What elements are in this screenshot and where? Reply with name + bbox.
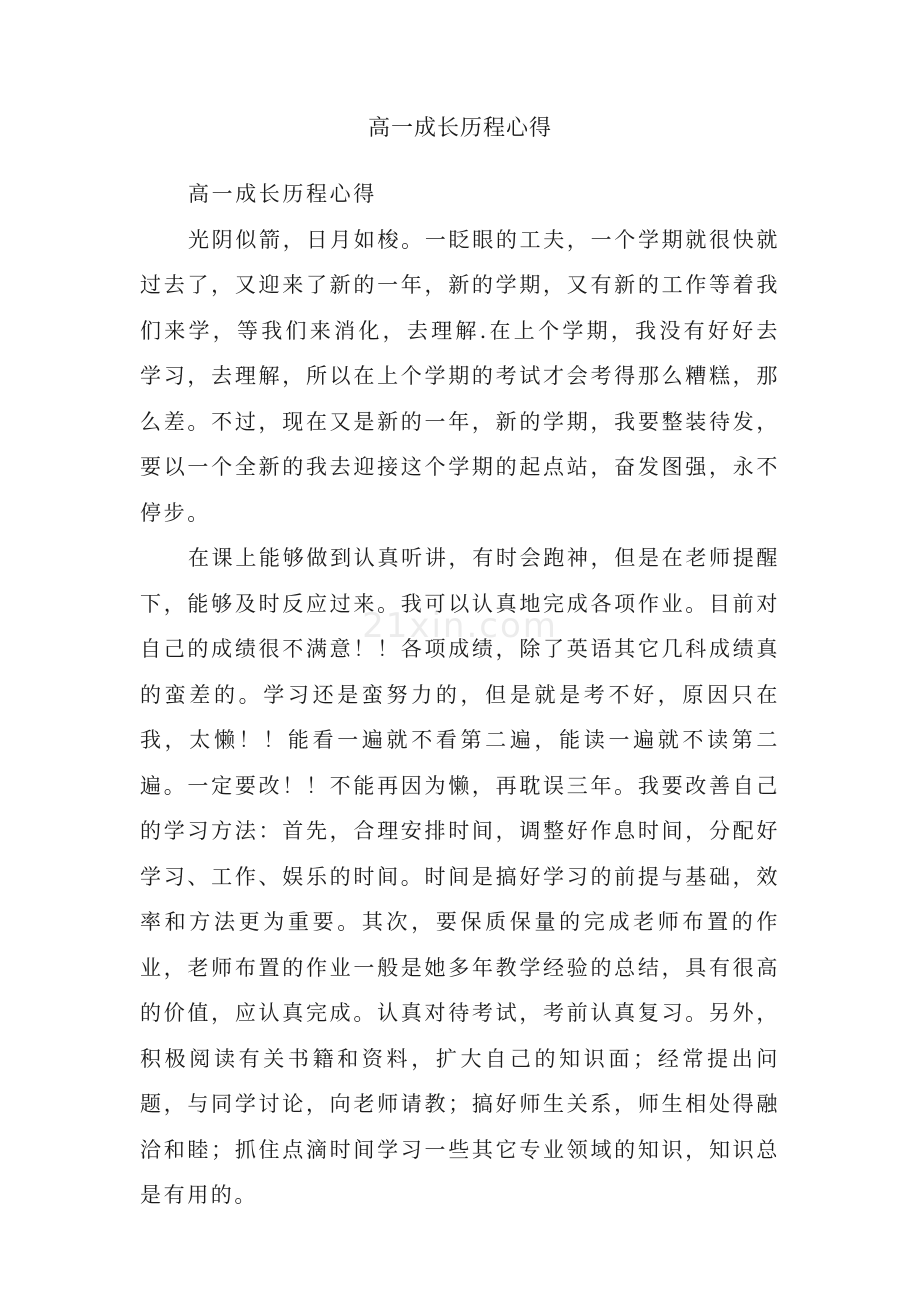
- paragraph-heading: 高一成长历程心得: [188, 182, 377, 206]
- paragraph-2: 在课上能够做到认真听讲，有时会跑神，但是在老师提醒下，能够及时反应过来。我可以认真地完成各项作业。目前对自己的成绩很不满意！！各项成绩，除了英语其它几科成绩真的蛮差的。学习还是蛮努力的，但是就是考不好，原因只在我，太懒！！能看一遍就不看第二遍，能读一遍就不读第二遍。一定要改！！不能再因为懒，再耽误三年。我要改善自己的学习方法：首先，合理安排时间，调整好作息时间，分配好学习、工作、娱乐的时间。时间是搞好学习的前提与基础，效率和方法更为重要。其次，要保质保量的完成老师布置的作业，老师布置的作业一般是她多年教学经验的总结，具有很高的价值，应认真完成。认真对待考试，考前认真复习。另外，积极阅读有关书籍和资料，扩大自己的知识面；经常提出问题，与同学讨论，向老师请教；搞好师生关系，师生相处得融洽和睦；抓住点滴时间学习一些其它专业领域的知识，知识总是有用的。: [140, 546, 780, 1207]
- document-body: [140, 172, 780, 1219]
- document-title: 高一成长历程心得: [367, 116, 552, 141]
- watermark: 21xin.com: [362, 606, 558, 646]
- paragraph-1: 光阴似箭，日月如梭。一眨眼的工夫，一个学期就很快就过去了，又迎来了新的一年，新的学期，又有新的工作等着我们来学，等我们来消化，去理解.在上个学期，我没有好好去学习，去理解，所以在上个学期的考试才会考得那么糟糕，那么差。不过，现在又是新的一年，新的学期，我要整装待发，要以一个全新的我去迎接这个学期的起点站，奋发图强，永不停步。: [140, 227, 780, 525]
